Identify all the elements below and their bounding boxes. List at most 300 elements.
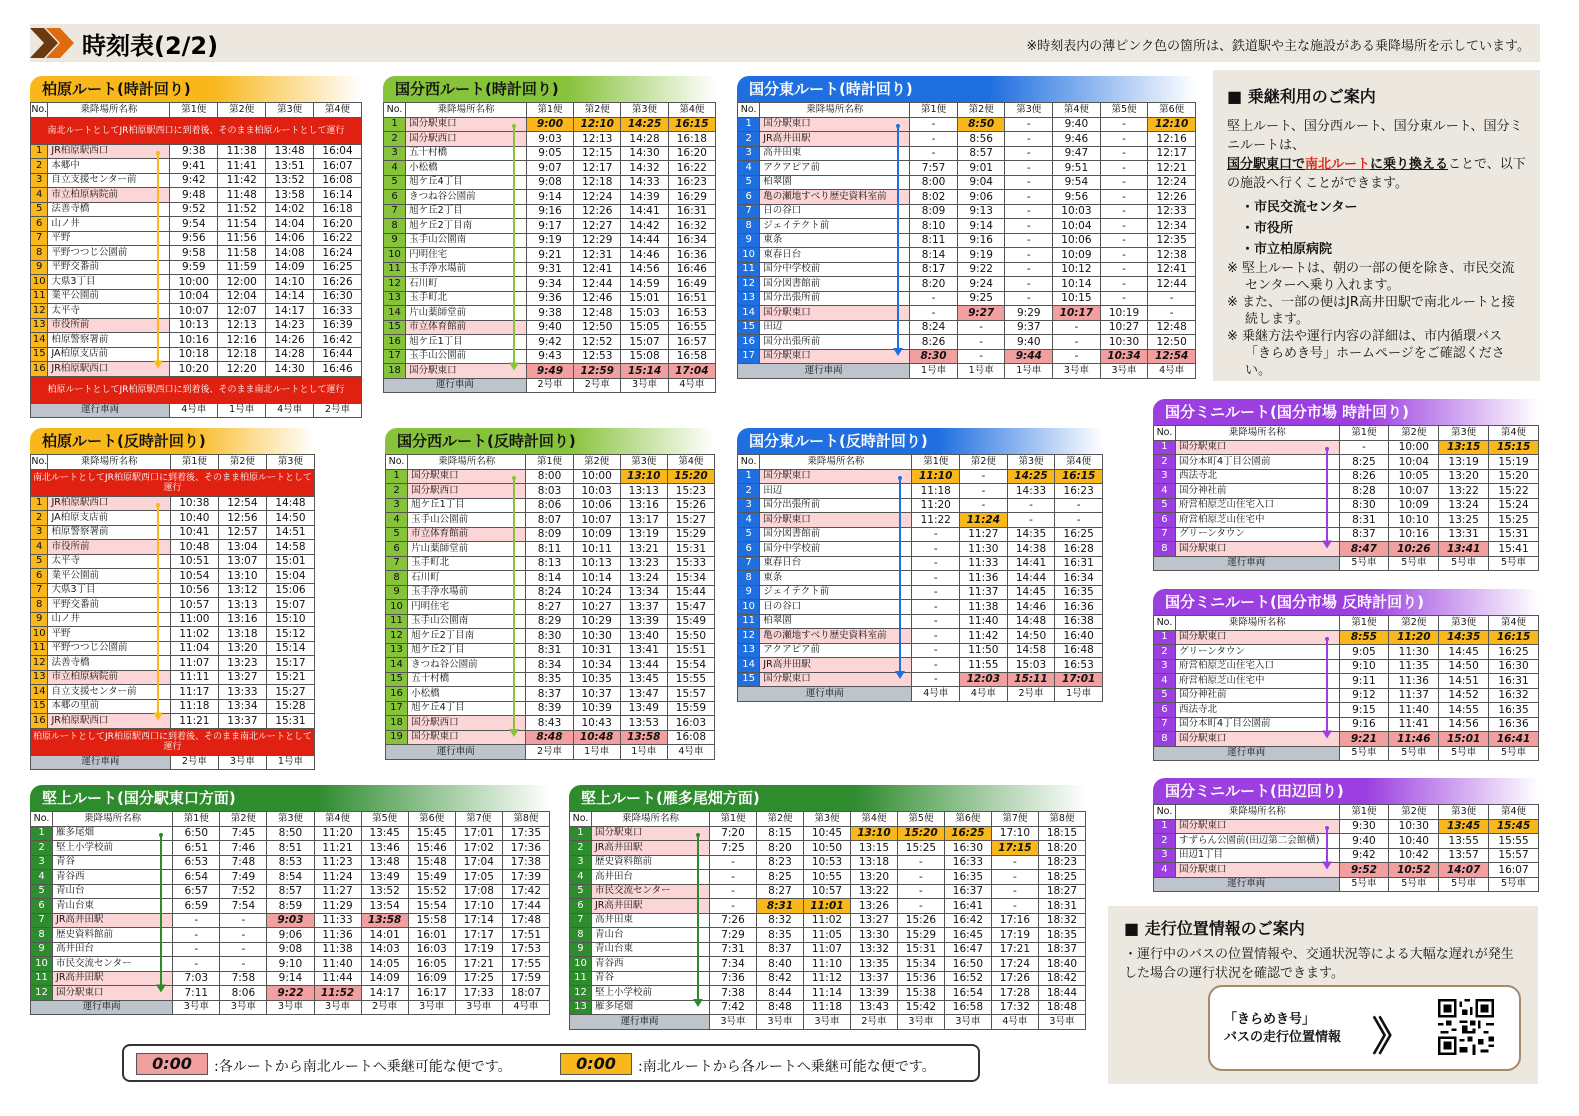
table-row (738, 306, 1196, 321)
departure-time: 9:49 (526, 364, 573, 379)
stop-number: 11 (570, 971, 592, 986)
stop-number: 7 (31, 583, 48, 598)
departure-time: 16:46 (668, 262, 715, 277)
stop-number: 4 (1154, 674, 1176, 689)
stop-name: 青谷 (591, 971, 709, 986)
departure-time: 15:17 (266, 656, 314, 671)
route-title: 国分東ルート(時計回り) (737, 76, 1196, 102)
departure-time: 16:48 (1055, 643, 1103, 658)
table-row (386, 542, 715, 557)
departure-time: 7:49 (220, 870, 267, 885)
table-row (738, 614, 1103, 629)
departure-time: 15:07 (266, 598, 314, 613)
vehicle-number: 2号車 (361, 1000, 408, 1015)
stop-number: 1 (570, 826, 592, 841)
table-row (31, 699, 315, 714)
stop-name: 田辺1丁目 (1175, 848, 1339, 863)
departure-time: 13:18 (850, 855, 897, 870)
stop-number: 6 (384, 190, 406, 205)
departure-time: - (991, 899, 1038, 914)
stop-name: 歴史資料館前 (53, 928, 173, 943)
departure-time: 13:37 (218, 714, 266, 729)
column-header: 第2便 (574, 103, 621, 118)
departure-time: - (173, 942, 220, 957)
stop-name: 玉手山公園南 (408, 614, 526, 629)
table-row (738, 219, 1196, 234)
stop-name: JR高井田駅 (591, 841, 709, 856)
timetable (385, 454, 715, 760)
departure-time: 8:24 (526, 585, 573, 600)
departure-time: 9:19 (957, 248, 1005, 263)
departure-time: 13:44 (620, 658, 667, 673)
vehicle-number: 1号車 (1055, 687, 1103, 702)
route-direction-arrow (1321, 637, 1333, 739)
departure-time: 11:52 (314, 986, 361, 1001)
departure-time: - (912, 571, 960, 586)
departure-time: 11:10 (912, 469, 960, 484)
departure-time: 12:29 (574, 233, 621, 248)
table-row (738, 469, 1103, 484)
vehicle-number: 1号車 (620, 745, 667, 760)
departure-time: 16:20 (314, 217, 362, 232)
column-header: 第2便 (1389, 616, 1439, 631)
departure-time: 14:46 (1007, 600, 1055, 615)
departure-time: 9:05 (526, 146, 573, 161)
table-row (1154, 527, 1539, 542)
departure-time: 13:53 (620, 716, 667, 731)
departure-time: 10:40 (170, 511, 218, 526)
departure-time: - (1100, 161, 1148, 176)
departure-time: 7:31 (710, 942, 757, 957)
departure-time: 16:07 (1489, 863, 1539, 878)
departure-time: 11:42 (218, 173, 266, 188)
stop-number: 15 (386, 672, 408, 687)
stop-number: 8 (738, 219, 760, 234)
table-row (31, 855, 550, 870)
stop-name: 大県3丁目 (48, 275, 170, 290)
departure-time: 15:55 (667, 672, 714, 687)
stop-name: 旭ケ丘4丁目 (406, 175, 527, 190)
departure-time: 13:45 (620, 672, 667, 687)
departure-time: 14:51 (266, 525, 314, 540)
departure-time: 17:21 (991, 942, 1038, 957)
table-row (386, 643, 715, 658)
departure-time: 17:05 (455, 870, 502, 885)
stop-number: 3 (31, 525, 48, 540)
table-row (31, 870, 550, 885)
departure-time: 9:03 (526, 132, 573, 147)
table-row (1154, 542, 1539, 557)
stop-number: 6 (386, 542, 408, 557)
departure-time: 9:13 (957, 204, 1005, 219)
departure-time: 8:37 (1339, 527, 1389, 542)
departure-time: 14:41 (1007, 556, 1055, 571)
stop-number: 9 (31, 942, 53, 957)
departure-time: 11:44 (314, 971, 361, 986)
stop-name: 玉手山公園前 (406, 349, 527, 364)
departure-time: 13:43 (850, 1000, 897, 1015)
departure-time: 15:55 (1489, 834, 1539, 849)
departure-time: 15:34 (897, 957, 944, 972)
departure-time: 13:19 (1439, 455, 1489, 470)
departure-time: 16:07 (314, 159, 362, 174)
stop-name: 大県3丁目 (48, 583, 170, 598)
departure-time: 16:36 (1055, 600, 1103, 615)
departure-time: 10:27 (573, 600, 620, 615)
departure-time: 9:24 (957, 277, 1005, 292)
table-row (31, 496, 315, 511)
departure-time: - (220, 957, 267, 972)
departure-time: 10:38 (170, 496, 218, 511)
bus-location-label (1224, 1011, 1341, 1047)
column-header: 乗降場所名称 (408, 455, 526, 470)
departure-time: 11:41 (1389, 717, 1439, 732)
vehicle-number: 1号車 (957, 364, 1005, 379)
departure-time: 10:29 (573, 614, 620, 629)
departure-time: 15:57 (1489, 848, 1539, 863)
column-header: 第1便 (1339, 426, 1389, 441)
table-row (738, 571, 1103, 586)
stop-number: 4 (384, 161, 406, 176)
stop-name: 柏翠園 (760, 175, 910, 190)
departure-time: 15:26 (897, 913, 944, 928)
table-row (384, 306, 716, 321)
departure-time: 18:42 (1038, 971, 1085, 986)
departure-time: 13:16 (218, 612, 266, 627)
departure-time: 12:10 (1148, 117, 1196, 132)
table-row (386, 614, 715, 629)
departure-time: 16:58 (668, 349, 715, 364)
table-row (386, 687, 715, 702)
column-header: 第1便 (1339, 805, 1389, 820)
vehicle-number: 3号車 (897, 1015, 944, 1030)
column-header: 第6便 (944, 812, 991, 827)
table-row (31, 714, 315, 729)
stop-number: 16 (31, 714, 48, 729)
table-row (31, 554, 315, 569)
stop-number: 9 (738, 585, 760, 600)
departure-time: 6:51 (173, 841, 220, 856)
departure-time: 9:11 (1339, 674, 1389, 689)
departure-time: 16:52 (944, 971, 991, 986)
departure-time: 9:22 (957, 262, 1005, 277)
departure-time: 12:56 (218, 511, 266, 526)
departure-time: 9:16 (957, 233, 1005, 248)
bus-location-link[interactable] (1208, 985, 1521, 1071)
departure-time: 17:24 (991, 957, 1038, 972)
departure-time: 11:37 (1389, 688, 1439, 703)
departure-time: 16:25 (1055, 527, 1103, 542)
stop-number: 8 (1154, 542, 1176, 557)
departure-time: 10:13 (573, 556, 620, 571)
column-header: 第3便 (1005, 103, 1053, 118)
vehicle-label: 運行車両 (570, 1015, 710, 1030)
stop-name: JR柏原駅西口 (48, 496, 170, 511)
vehicle-number: 2号車 (314, 403, 362, 418)
departure-time: 9:36 (526, 291, 573, 306)
departure-time: 9:15 (1339, 703, 1389, 718)
departure-time: 8:14 (526, 571, 573, 586)
column-header: 第4便 (850, 812, 897, 827)
column-header: No. (386, 455, 408, 470)
table-row (384, 320, 716, 335)
vehicle-number: 2号車 (1007, 687, 1055, 702)
stop-number: 10 (570, 957, 592, 972)
departure-time: 8:31 (526, 643, 573, 658)
stop-number: 1 (1154, 819, 1176, 834)
route-mini-ichiba-ccw (1153, 589, 1539, 761)
stop-number: 5 (31, 554, 48, 569)
departure-time: - (960, 469, 1008, 484)
departure-time: 12:41 (574, 262, 621, 277)
departure-time: 11:18 (912, 484, 960, 499)
stop-name: 柏原警察署前 (48, 333, 170, 348)
column-header: 第5便 (1100, 103, 1148, 118)
departure-time: 13:54 (361, 899, 408, 914)
route-title: 堅上ルート(雁多尾畑方面) (569, 785, 1086, 811)
stop-name: 国分駅東口 (760, 306, 910, 321)
departure-time: 9:54 (170, 217, 218, 232)
column-header: No. (1154, 616, 1176, 631)
departure-time: 11:30 (1389, 645, 1439, 660)
timetable (737, 102, 1196, 379)
vehicle-label: 運行車両 (1154, 877, 1340, 892)
departure-time: 9:54 (1053, 175, 1101, 190)
departure-time: 14:48 (266, 496, 314, 511)
facility-item: ・市役所 (1241, 221, 1294, 236)
departure-time: 10:11 (573, 542, 620, 557)
stop-name: 国分出張所前 (760, 291, 910, 306)
stop-name: 片山薬師堂前 (408, 542, 526, 557)
departure-time: 15:11 (1007, 672, 1055, 687)
route-title: 国分ミニルート(国分市場 時計回り) (1153, 399, 1539, 425)
departure-time: 18:15 (1038, 826, 1085, 841)
stop-number: 12 (31, 986, 53, 1001)
stop-name: 本郷中 (48, 159, 170, 174)
table-row (386, 600, 715, 615)
departure-time: 14:46 (621, 248, 668, 263)
column-header: No. (1154, 805, 1176, 820)
stop-number: 6 (738, 190, 760, 205)
departure-time: 9:38 (170, 144, 218, 159)
stop-name: 玉手町北 (408, 556, 526, 571)
departure-time: 10:00 (573, 469, 620, 484)
transfer-note: ※ 堅上ルートは、朝の一部の便を除き、市民交流センターへ乗り入れます。 (1227, 261, 1515, 293)
departure-time: 15:29 (667, 527, 714, 542)
departure-time: 12:31 (574, 248, 621, 263)
table-row (738, 643, 1103, 658)
departure-time: 15:21 (266, 670, 314, 685)
departure-time: 10:07 (170, 304, 218, 319)
stop-number: 8 (386, 571, 408, 586)
header-note: ※時刻表内の薄ピンク色の箇所は、鉄道駅や主な施設がある乗降場所を示しています。 (1026, 39, 1530, 54)
route-kokubu-e-cw (737, 76, 1196, 379)
route-direction-arrow (1321, 826, 1333, 870)
stop-name: 青谷西 (591, 957, 709, 972)
departure-time: 17:14 (455, 913, 502, 928)
stop-number: 3 (31, 855, 53, 870)
departure-time: - (1007, 498, 1055, 513)
stop-name: 国分駅東口 (53, 986, 173, 1001)
departure-time: 16:41 (1489, 732, 1539, 747)
departure-time: 11:50 (960, 643, 1008, 658)
departure-time: 13:45 (1439, 819, 1489, 834)
vehicle-number: 3号車 (218, 755, 266, 770)
departure-time: 9:44 (1005, 349, 1053, 364)
departure-time: 16:01 (408, 928, 455, 943)
departure-time: 8:14 (910, 248, 958, 263)
departure-time: 17:10 (991, 826, 1038, 841)
vehicle-number: 5号車 (1439, 556, 1489, 571)
stop-number: 9 (31, 260, 48, 275)
departure-time: 10:14 (573, 571, 620, 586)
departure-time: 16:57 (668, 335, 715, 350)
departure-time: 10:17 (1053, 306, 1101, 321)
timetable (30, 811, 550, 1015)
stop-name: 国分駅東口 (1175, 863, 1339, 878)
departure-time: 15:01 (1439, 732, 1489, 747)
departure-time: 9:46 (1053, 132, 1101, 147)
column-header: No. (384, 103, 406, 118)
vehicle-number: 3号車 (710, 1015, 757, 1030)
departure-time: 15:03 (621, 306, 668, 321)
departure-time: 6:50 (173, 826, 220, 841)
departure-time: 16:30 (1489, 659, 1539, 674)
stop-number: 13 (31, 670, 48, 685)
table-row (738, 248, 1196, 263)
column-header: 第4便 (668, 103, 715, 118)
departure-time: 16:26 (314, 275, 362, 290)
table-row (31, 583, 315, 598)
departure-time: 12:24 (574, 190, 621, 205)
stop-name: 石川町 (408, 571, 526, 586)
departure-time: 12:26 (574, 204, 621, 219)
departure-time: 11:01 (803, 899, 850, 914)
table-row (570, 870, 1086, 885)
table-row (738, 585, 1103, 600)
table-row (1154, 674, 1539, 689)
vehicle-label: 運行車両 (738, 364, 910, 379)
stop-number: 7 (1154, 527, 1176, 542)
departure-time: 10:24 (573, 585, 620, 600)
departure-time: 13:49 (620, 701, 667, 716)
location-info-text: ・運行中のバスの位置情報や、交通状況等による大幅な遅れが発生した場合の運行状況を確認できます。 (1124, 947, 1514, 981)
departure-time: 12:59 (574, 364, 621, 379)
departure-time: 11:07 (803, 942, 850, 957)
route-title: 国分西ルート(反時計回り) (385, 428, 715, 454)
departure-time: 10:55 (803, 870, 850, 885)
stop-name: 平野交番前 (48, 260, 170, 275)
departure-time: 15:58 (408, 913, 455, 928)
departure-time: 14:28 (266, 347, 314, 362)
departure-time: 12:00 (218, 275, 266, 290)
column-header: 第4便 (1489, 805, 1539, 820)
departure-time: - (710, 884, 757, 899)
departure-time: - (960, 484, 1008, 499)
stop-name: 国分中学校前 (760, 542, 912, 557)
departure-time: 12:33 (1148, 204, 1196, 219)
departure-time: - (912, 643, 960, 658)
column-header: 第6便 (408, 812, 455, 827)
departure-time: 16:46 (314, 362, 362, 377)
table-row (738, 175, 1196, 190)
departure-time: 15:48 (408, 855, 455, 870)
departure-time: 13:33 (218, 685, 266, 700)
stop-number: 10 (738, 600, 760, 615)
stop-name: 雁多尾畑 (591, 1000, 709, 1015)
stop-number: 1 (31, 826, 53, 841)
departure-time: 14:44 (1007, 571, 1055, 586)
departure-time: 8:40 (756, 957, 803, 972)
column-header: 乗降場所名称 (1175, 426, 1339, 441)
stop-name: JR高井田駅 (53, 913, 173, 928)
route-kashiwa-ccw (30, 428, 315, 770)
stop-name: 法善寺橋 (48, 202, 170, 217)
departure-time: 14:03 (361, 942, 408, 957)
departure-time: 9:42 (170, 173, 218, 188)
table-row (31, 971, 550, 986)
column-header: 第1便 (910, 103, 958, 118)
table-row (738, 204, 1196, 219)
departure-time: 16:18 (314, 202, 362, 217)
departure-time: 13:17 (620, 513, 667, 528)
stop-number: 5 (386, 527, 408, 542)
departure-time: 12:53 (574, 349, 621, 364)
departure-time: 9:14 (957, 219, 1005, 234)
departure-time: 16:32 (668, 219, 715, 234)
departure-time: 8:30 (526, 629, 573, 644)
qr-code-icon[interactable] (1438, 999, 1494, 1055)
stop-name: 平野つつじ公園前 (48, 641, 170, 656)
departure-time: 13:13 (620, 484, 667, 499)
column-header: 第3便 (1439, 805, 1489, 820)
departure-time: 17:44 (502, 899, 549, 914)
column-header: 第4便 (667, 455, 714, 470)
vehicle-number: 5号車 (1489, 556, 1539, 571)
table-row (570, 899, 1086, 914)
vehicle-number: 2号車 (170, 755, 218, 770)
stop-name: 国分駅東口 (406, 117, 527, 132)
table-row (31, 841, 550, 856)
stop-name: 高井田台 (53, 942, 173, 957)
departure-time: 13:58 (266, 188, 314, 203)
stop-number: 7 (31, 913, 53, 928)
stop-name: 平野 (48, 627, 170, 642)
route-direction-arrow (894, 476, 906, 679)
departure-time: 9:59 (170, 260, 218, 275)
departure-time: 8:26 (910, 335, 958, 350)
column-header: 第1便 (526, 455, 573, 470)
departure-time: 10:51 (170, 554, 218, 569)
table-row (738, 658, 1103, 673)
departure-time: 8:17 (910, 262, 958, 277)
stop-number: 14 (386, 658, 408, 673)
departure-time: 15:23 (667, 484, 714, 499)
departure-time: 14:56 (621, 262, 668, 277)
departure-time: 11:20 (912, 498, 960, 513)
departure-time: 13:18 (218, 627, 266, 642)
departure-time: 11:11 (170, 670, 218, 685)
departure-time: 13:16 (620, 498, 667, 513)
departure-time: 16:25 (944, 826, 991, 841)
departure-time: 15:42 (897, 1000, 944, 1015)
column-header: 第3便 (267, 812, 314, 827)
stop-name: きつね谷公園前 (408, 658, 526, 673)
column-header: 第2便 (218, 455, 266, 470)
departure-time: 9:06 (957, 190, 1005, 205)
departure-time: 10:52 (1389, 863, 1439, 878)
vehicle-label: 運行車両 (386, 745, 526, 760)
